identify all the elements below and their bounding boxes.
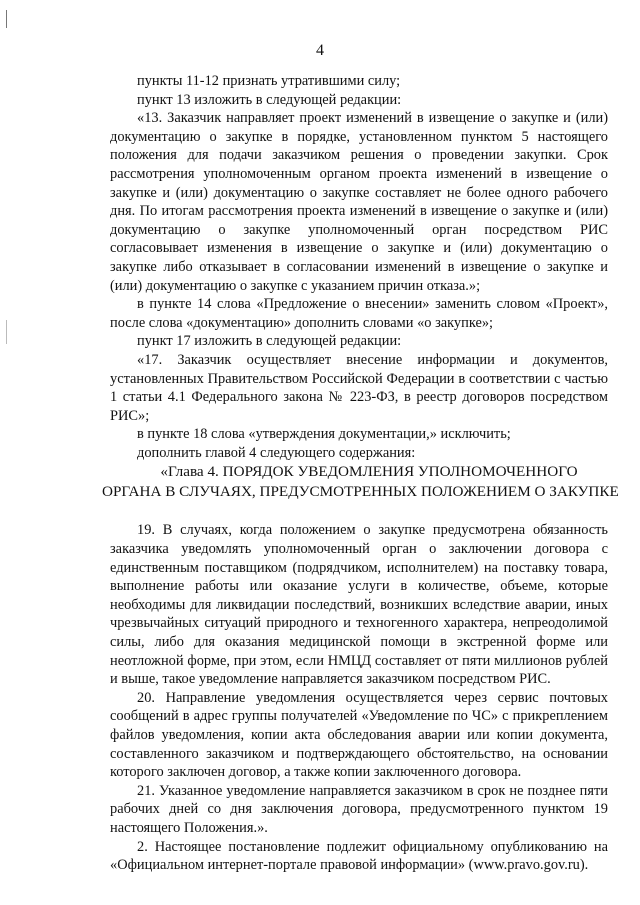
page-number: 4	[316, 42, 324, 59]
heading-spacer	[110, 501, 608, 521]
paragraph-publication: 2. Настоящее постановление подлежит официальному опубликованию на «Официальном интернет-портале правовой информации» (www.pravo.gov.ru).	[110, 838, 608, 874]
paragraph-clause-20: 20. Направление уведомления осуществляется через сервис почтовых сообщений в адрес группы получателей «Уведомление по ЧС» с прикреплением файлов уведомления, копии акта обследования аварии или копии документа, составленного заказчиком и подтверждающего обстоятельство, на основании которого заключен договор, а также копии заключенного договора.	[110, 689, 608, 781]
paragraph-amend-18: в пункте 18 слова «утверждения документации,» исключить;	[137, 426, 511, 443]
paragraph-amend-14: в пункте 14 слова «Предложение о внесении» заменить словом «Проект», после слова «документацию» дополнить словами «о закупке»;	[110, 296, 608, 331]
paragraph-amend-11-12: пункты 11-12 признать утратившими силу;	[137, 73, 401, 89]
paragraph-clause-13: «13. Заказчик направляет проект изменений в извещение о закупке и (или) документацию о закупке в порядке, установленном пунктом 5 настоящего положения для подачи заказчиком решения о проведении закупки. Срок рассмотрения уполномоченным органом проекта изменений в извещение о закупке и (или) документацию о закупке составляет не более одного рабочего дня. По итогам рассмотрения проекта изменений в извещение о закупке и (или) документацию о закупке уполномоченный орган посредством РИС согласовывает изменения в извещение о закупке и (или) документацию о закупке либо отказывает в согласовании изменений в извещение о закупке и (или) документацию о закупке с указанием причин отказа.»;	[110, 110, 608, 294]
chapter-heading-line-1: «Глава 4. ПОРЯДОК УВЕДОМЛЕНИЯ УПОЛНОМОЧЕННОГО	[160, 463, 578, 481]
paragraph-clause-19: 19. В случаях, когда положением о закупке предусмотрена обязанность заказчика уведомлять уполномоченный орган о заключении договора с единственным поставщиком (подрядчиком, исполнителем) на поставку товара, выполнение работы или оказание услуги в количестве, объеме, которые необходимы для ликвидации последствий, возникших вследствие аварии, иных чрезвычайных ситуаций природного и техногенного характера, непреодолимой силы, либо для оказания медицинской помощи в экстренной форме или неотложной форме, при этом, если НМЦД составляет от пяти миллионов рублей и выше, такое уведомление направляется заказчиком посредством РИС.	[110, 522, 608, 688]
chapter-heading-line-2: ОРГАНА В СЛУЧАЯХ, ПРЕДУСМОТРЕННЫХ ПОЛОЖЕНИЕМ О ЗАКУПКЕ	[102, 482, 619, 500]
paragraph-amend-17-intro: пункт 17 изложить в следующей редакции:	[137, 333, 402, 350]
chapter-4-heading	[102, 462, 619, 501]
paragraph-add-chapter-4: дополнить главой 4 следующего содержания:	[137, 444, 416, 461]
paragraph-clause-17: «17. Заказчик осуществляет внесение информации и документов, установленных Правительством Российской Федерации в соответствии с частью 1 статьи 4.1 Федерального закона № 223-ФЗ, в реестр договоров посредством РИС»;	[110, 351, 608, 424]
paragraph-amend-13-intro: пункт 13 изложить в следующей редакции:	[137, 91, 402, 108]
document-body	[102, 72, 619, 875]
scan-edge-mark-top	[6, 10, 7, 28]
paragraph-clause-21: 21. Указанное уведомление направляется заказчиком в срок не позднее пяти рабочих дней со дня заключения договора, предусмотренного пунктом 19 настоящего Положения.».	[110, 782, 608, 836]
scan-edge-mark-mid	[6, 320, 7, 344]
